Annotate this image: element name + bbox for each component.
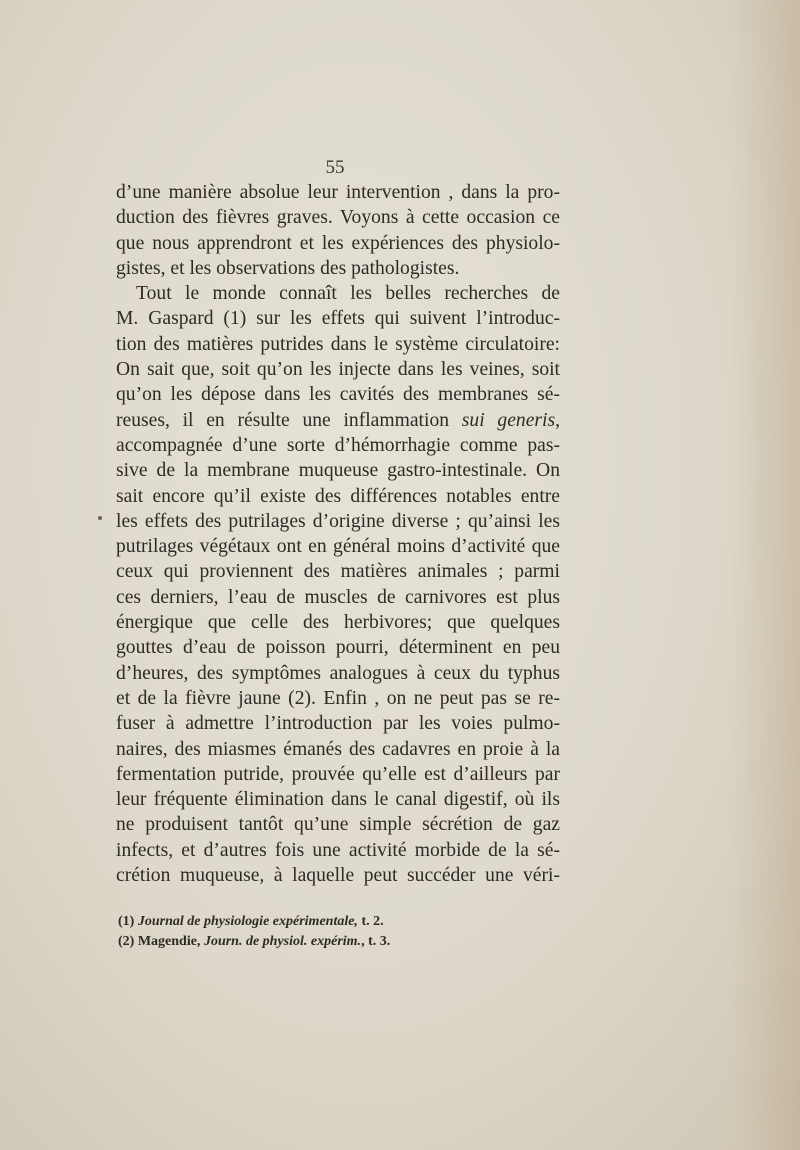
body-text bbox=[116, 180, 560, 888]
text-line: On sait que, soit qu’on les injecte dans les veines, soit bbox=[116, 359, 560, 381]
footnote-2 bbox=[118, 932, 558, 952]
text-line: infects, et d’autres fois une activité morbide de la sé- bbox=[116, 839, 560, 861]
text-line: et de la fièvre jaune (2). Enfin , on ne peut pas se re- bbox=[116, 687, 560, 709]
text-line: sait encore qu’il existe des différences notables entre bbox=[116, 485, 560, 507]
text-line: gouttes d’eau de poisson pourri, déterminent en peu bbox=[116, 637, 560, 659]
text-line: naires, des miasmes émanés des cadavres en proie à la bbox=[116, 738, 560, 760]
text-line: fermentation putride, prouvée qu’elle est d’ailleurs par bbox=[116, 763, 560, 785]
footnote-title: Journal de physiologie expérimentale, bbox=[137, 914, 358, 929]
text-line: ces derniers, l’eau de muscles de carnivores est plus bbox=[116, 586, 560, 608]
text-line: putrilages végétaux ont en général moins d’activité que bbox=[116, 536, 560, 558]
text-line: que nous apprendront et les expériences des physiolo- bbox=[116, 232, 560, 254]
text-line-with-italic bbox=[116, 408, 560, 433]
footnotes bbox=[118, 912, 558, 952]
text-line: crétion muqueuse, à laquelle peut succéder une véri- bbox=[116, 865, 560, 887]
text-line: d’une manière absolue leur intervention , dans la pro- bbox=[116, 182, 560, 203]
footnote-title: Journ. de physiol. expérim. bbox=[203, 934, 362, 949]
page-edge-shadow bbox=[730, 0, 800, 1150]
text-line: M. Gaspard (1) sur les effets qui suivent l’introduc- bbox=[116, 308, 560, 330]
text-line: tion des matières putrides dans le système circulatoire: bbox=[116, 333, 560, 355]
italic-phrase: sui generis bbox=[461, 409, 556, 431]
margin-dot bbox=[98, 516, 102, 520]
text-line: ceux qui proviennent des matières animales ; parmi bbox=[116, 561, 560, 583]
text-line: les effets des putrilages d’origine diverse ; qu’ainsi les bbox=[116, 510, 560, 532]
text-line: énergique que celle des herbivores; que quelques bbox=[116, 612, 560, 634]
footnote-marker: (1) bbox=[118, 914, 135, 929]
page-number: 55 bbox=[325, 157, 345, 178]
text-line-start: reuses, il en résulte une inflammation bbox=[116, 409, 450, 431]
footnote-1 bbox=[118, 912, 558, 932]
footnote-ref: t. 2. bbox=[357, 914, 384, 929]
footnote-author: Magendie, bbox=[137, 934, 201, 949]
text-line: qu’on les dépose dans les cavités des membranes sé- bbox=[116, 384, 560, 406]
text-line: gistes, et les observations des pathologistes. bbox=[116, 257, 460, 279]
footnote-ref: , t. 3. bbox=[361, 934, 391, 949]
text-line: sive de la membrane muqueuse gastro-intestinale. On bbox=[116, 460, 560, 482]
italic-suffix: , bbox=[555, 409, 560, 431]
footnote-marker: (2) bbox=[118, 934, 135, 949]
text-line: d’heures, des symptômes analogues à ceux du typhus bbox=[116, 662, 560, 684]
text-line: fuser à admettre l’introduction par les voies pulmo- bbox=[116, 713, 560, 735]
text-line: ne produisent tantôt qu’une simple sécrétion de gaz bbox=[116, 814, 560, 836]
text-line: accompagnée d’une sorte d’hémorrhagie comme pas- bbox=[116, 434, 560, 456]
text-line: duction des fièvres graves. Voyons à cette occasion ce bbox=[116, 207, 560, 229]
text-line: Tout le monde connaît les belles recherches de bbox=[136, 283, 560, 305]
text-line: leur fréquente élimination dans le canal digestif, où ils bbox=[116, 789, 560, 811]
